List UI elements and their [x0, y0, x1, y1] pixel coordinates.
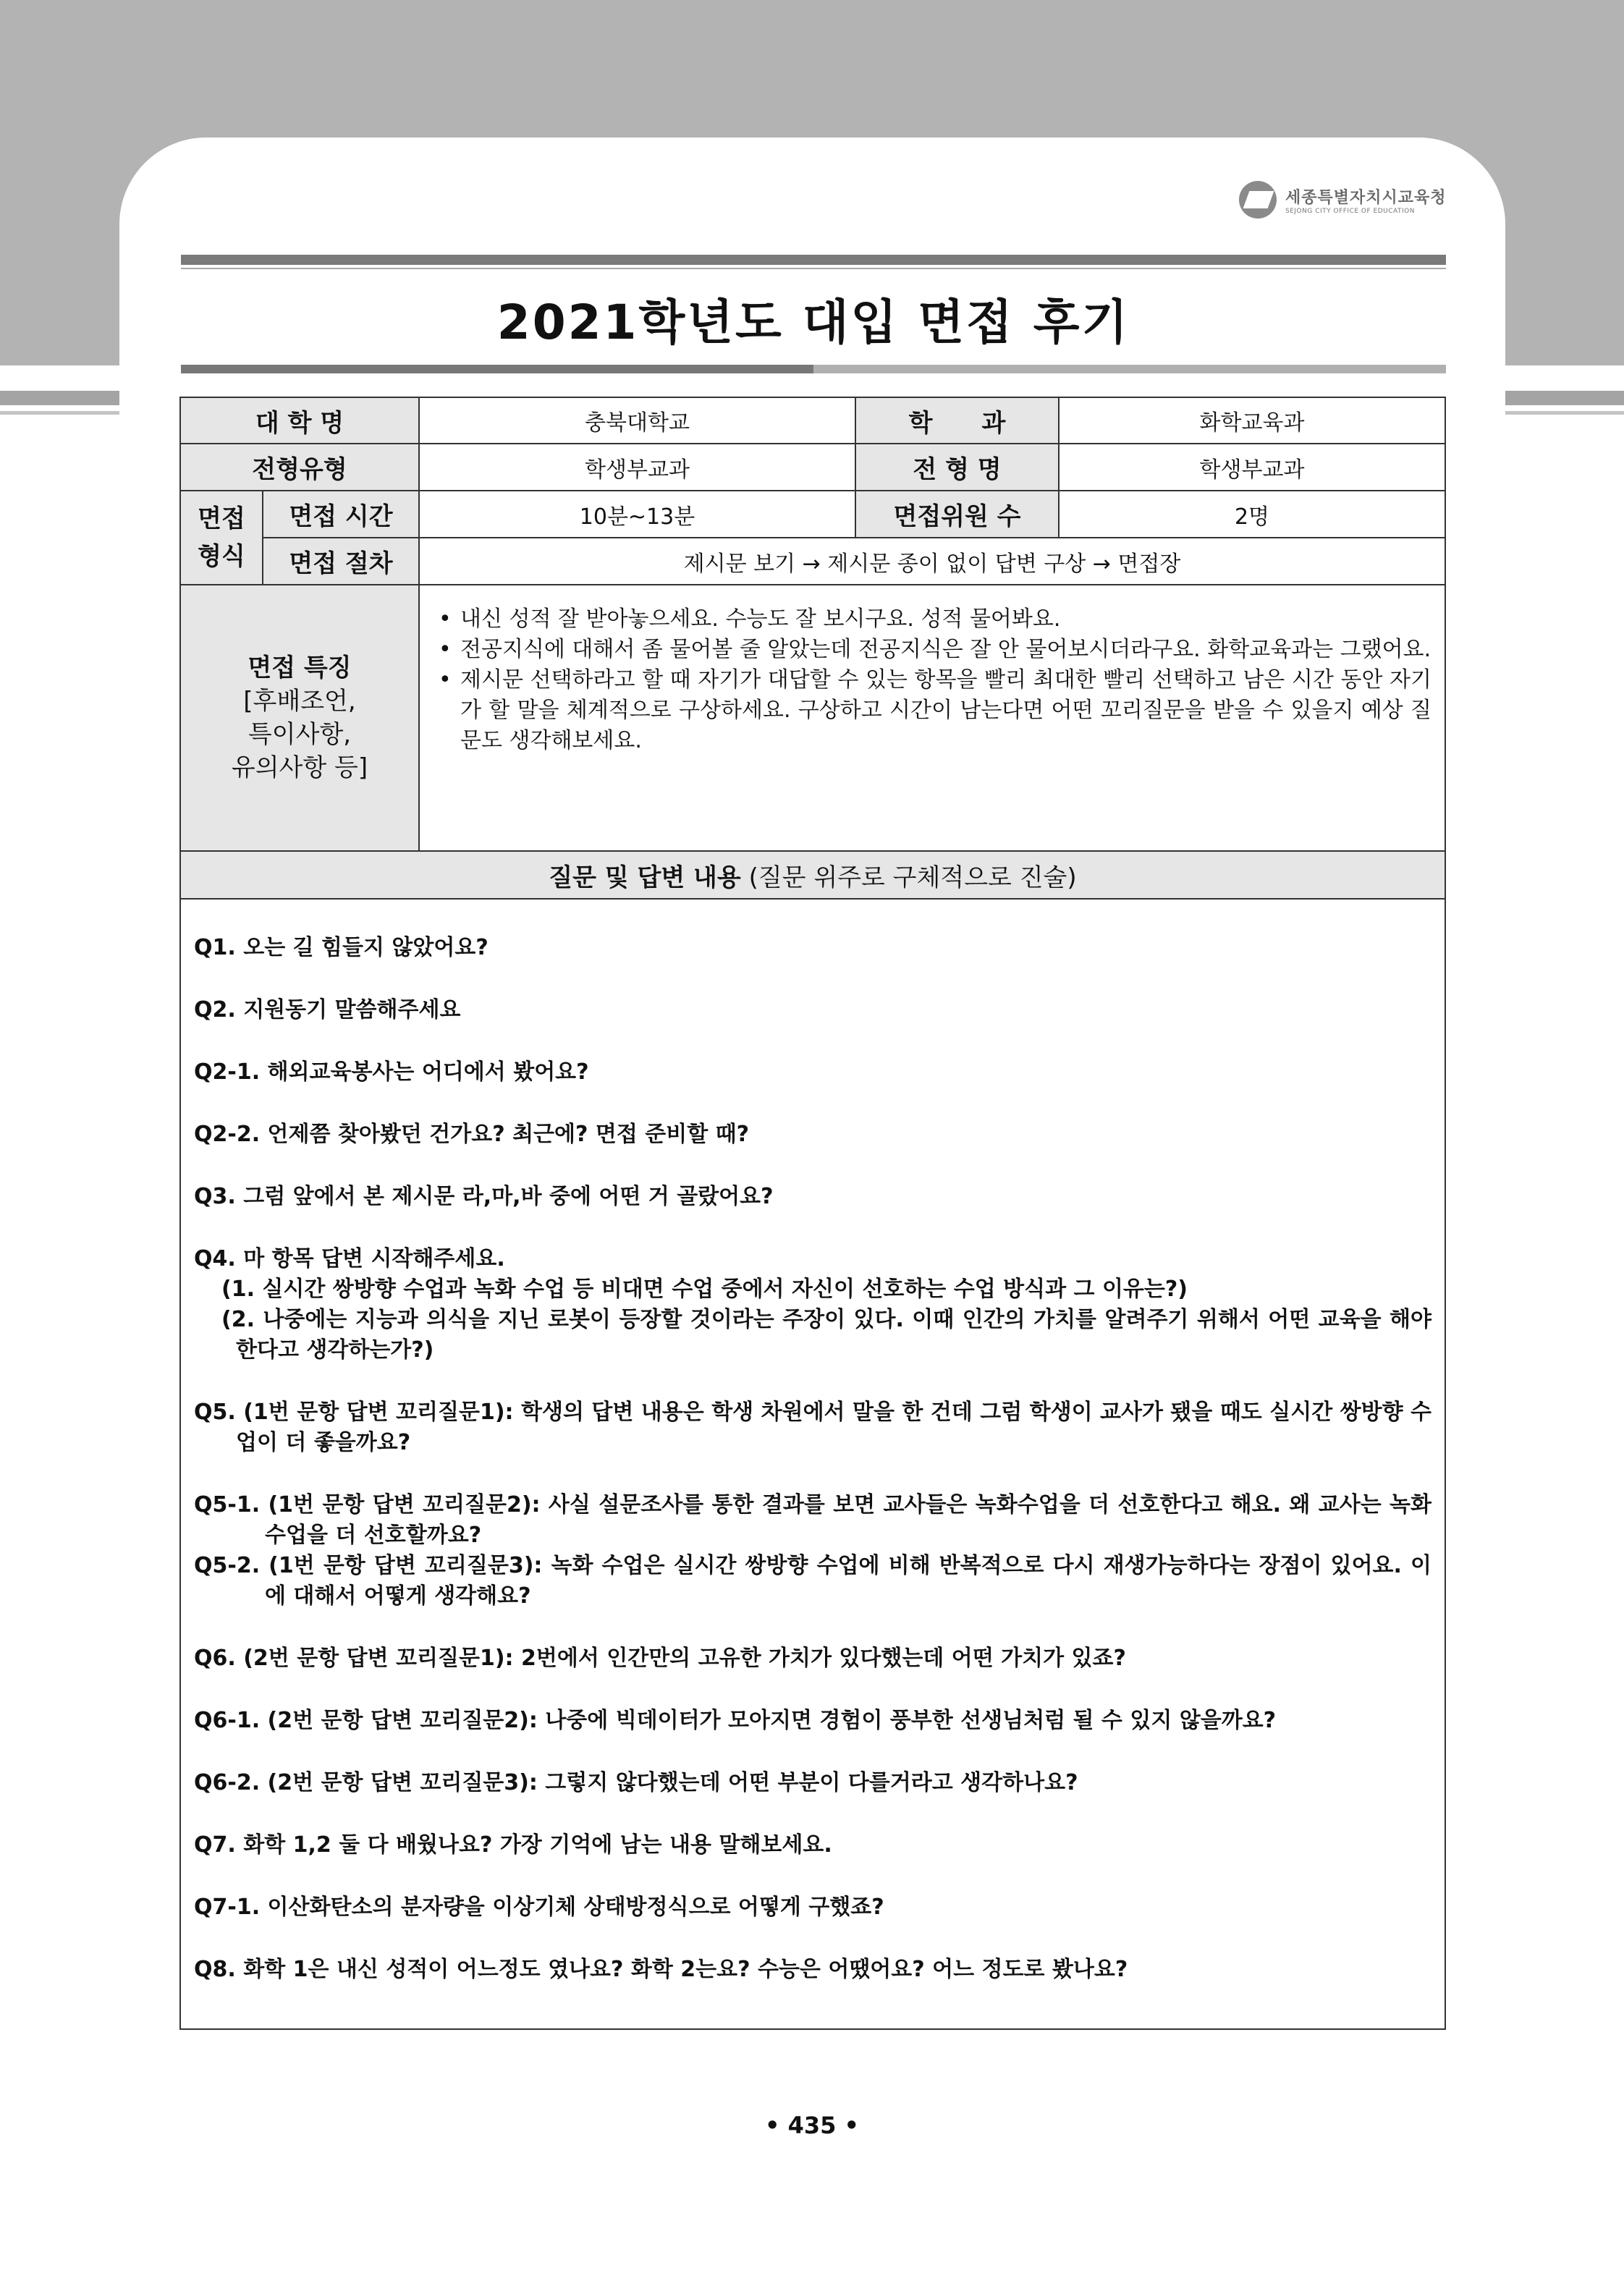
interview-format-label-line1: 면접: [198, 504, 245, 533]
interview-format-label: [180, 491, 263, 585]
question-q6-2: Q6-2. (2번 문항 답변 꼬리질문3): 그렇지 않다했는데 어떤 부분이 다를거라고 생각하나요?: [194, 1770, 1078, 1795]
question-q4: Q4. 마 항목 답변 시작해주세요.: [194, 1246, 505, 1271]
row-university: [180, 397, 1445, 444]
question-q5-1: Q5-1. (1번 문항 답변 꼬리질문2): 사실 설문조사를 통한 결과를 보면 교사들은 녹화수업을 더 선호한다고 해요. 왜 교사는 녹화 수업을 더 선호할까요?: [194, 1492, 1431, 1548]
features-list: [439, 604, 1431, 756]
features-label-line1: 면접 특징: [248, 653, 352, 682]
question-q2-2: Q2-2. 언제쯤 찾아봤던 건가요? 최근에? 면접 준비할 때?: [194, 1122, 750, 1147]
features-content: [419, 585, 1445, 851]
qa-header-title: 질문 및 답변 내용: [549, 863, 741, 892]
university-value: 충북대학교: [419, 397, 855, 444]
interview-procedure-label: 면접 절차: [263, 538, 419, 585]
qa-section-header: [180, 851, 1445, 899]
question-q4-sub2: (2. 나중에는 지능과 의식을 지닌 로봇이 등장할 것이라는 주장이 있다. 이때 인간의 가치를 알려주기 위해서 어떤 교육을 해야한다고 생각하는가?): [221, 1307, 1431, 1363]
interview-format-label-line2: 형식: [198, 542, 245, 571]
question-q1: Q1. 오는 길 힘들지 않았어요?: [194, 935, 489, 960]
qa-content: [180, 899, 1445, 2029]
question-q2: Q2. 지원동기 말씀해주세요: [194, 997, 461, 1023]
committee-count-label: 면접위원 수: [855, 491, 1059, 538]
row-admission-type: [180, 444, 1445, 491]
row-features: [180, 585, 1445, 851]
logo-text-korean: 세종특별자치시교육청: [1285, 188, 1447, 207]
row-interview-time: [180, 491, 1445, 538]
title-rule-top: [181, 255, 1446, 265]
admission-name-value: 학생부교과: [1059, 444, 1445, 491]
feature-bullet: • 전공지식에 대해서 좀 물어볼 줄 알았는데 전공지식은 잘 안 물어보시더라구요. 화학교육과는 그랬어요.: [439, 635, 1431, 665]
interview-info-table: [179, 397, 1446, 2030]
features-label-line2: [후배조언,: [243, 687, 356, 716]
decorative-line-right: [1497, 411, 1624, 415]
question-q2-1: Q2-1. 해외교육봉사는 어디에서 봤어요?: [194, 1059, 589, 1085]
row-interview-procedure: [180, 538, 1445, 585]
page-number: • 435 •: [765, 2112, 859, 2139]
feature-bullet: • 내신 성적 잘 받아놓으세요. 수능도 잘 보시구요. 성적 물어봐요.: [439, 604, 1431, 635]
row-qa-content: [180, 899, 1445, 2029]
interview-time-label: 면접 시간: [263, 491, 419, 538]
emblem-icon: [1239, 181, 1277, 219]
question-q5: Q5. (1번 문항 답변 꼬리질문1): 학생의 답변 내용은 학생 차원에서 말을 한 건데 그럼 학생이 교사가 됐을 때도 실시간 쌍방향 수업이 더 좋을까요?: [194, 1400, 1431, 1455]
department-label: 학 과: [855, 397, 1059, 444]
title-rule-bottom: [181, 365, 1446, 373]
decorative-line-left: [0, 411, 127, 415]
interview-time-value: 10분~13분: [419, 491, 855, 538]
interview-procedure-value: 제시문 보기 → 제시문 종이 없이 답변 구상 → 면접장: [419, 538, 1445, 585]
question-q7: Q7. 화학 1,2 둘 다 배웠나요? 가장 기억에 남는 내용 말해보세요.: [194, 1832, 832, 1858]
logo-text-english: SEJONG CITY OFFICE OF EDUCATION: [1285, 207, 1415, 215]
committee-count-value: 2명: [1059, 491, 1445, 538]
decorative-bar-right: [1497, 391, 1624, 405]
admission-type-label: 전형유형: [180, 444, 419, 491]
admission-name-label: 전 형 명: [855, 444, 1059, 491]
row-qa-header: [180, 851, 1445, 899]
features-label-line4: 유의사항 등]: [231, 753, 368, 782]
question-q5-2: Q5-2. (1번 문항 답변 꼬리질문3): 녹화 수업은 실시간 쌍방향 수업에 비해 반복적으로 다시 재생가능하다는 장점이 있어요. 이에 대해서 어떻게 생각해요?: [194, 1553, 1431, 1609]
admission-type-value: 학생부교과: [419, 444, 855, 491]
question-q6-1: Q6-1. (2번 문항 답변 꼬리질문2): 나중에 빅데이터가 모아지면 경험이 풍부한 선생님처럼 될 수 있지 않을까요?: [194, 1708, 1277, 1733]
question-q4-sub1: (1. 실시간 쌍방향 수업과 녹화 수업 등 비대면 수업 중에서 자신이 선호하는 수업 방식과 그 이유는?): [221, 1277, 1188, 1302]
question-q6: Q6. (2번 문항 답변 꼬리질문1): 2번에서 인간만의 고유한 가치가 있다했는데 어떤 가치가 있죠?: [194, 1646, 1126, 1671]
department-value: 화학교육과: [1059, 397, 1445, 444]
university-label: 대 학 명: [180, 397, 419, 444]
question-q7-1: Q7-1. 이산화탄소의 분자량을 이상기체 상태방정식으로 어떻게 구했죠?: [194, 1895, 884, 1920]
features-label-line3: 특이사항,: [248, 720, 352, 749]
question-q3: Q3. 그럼 앞에서 본 제시문 라,마,바 중에 어떤 거 골랐어요?: [194, 1184, 774, 1209]
feature-bullet: • 제시문 선택하라고 할 때 자기가 대답할 수 있는 항목을 빨리 최대한 빨리 선택하고 남은 시간 동안 자기가 할 말을 체계적으로 구상하세요. 구상하고 시간이 남는다면 어떤 꼬리질문을 받을 수 있을지 예상 질문도 생각해보세요.: [439, 665, 1431, 756]
page-title: 2021학년도 대입 면접 후기: [496, 295, 1130, 350]
question-q8: Q8. 화학 1은 내신 성적이 어느정도 였나요? 화학 2는요? 수능은 어땠어요? 어느 정도로 봤나요?: [194, 1957, 1128, 1982]
office-of-education-logo: [1239, 175, 1447, 224]
question-q4-block: [194, 1244, 1431, 1366]
qa-header-note: (질문 위주로 구체적으로 진술): [748, 863, 1077, 892]
features-label: [180, 585, 419, 851]
decorative-bar-left: [0, 391, 127, 405]
